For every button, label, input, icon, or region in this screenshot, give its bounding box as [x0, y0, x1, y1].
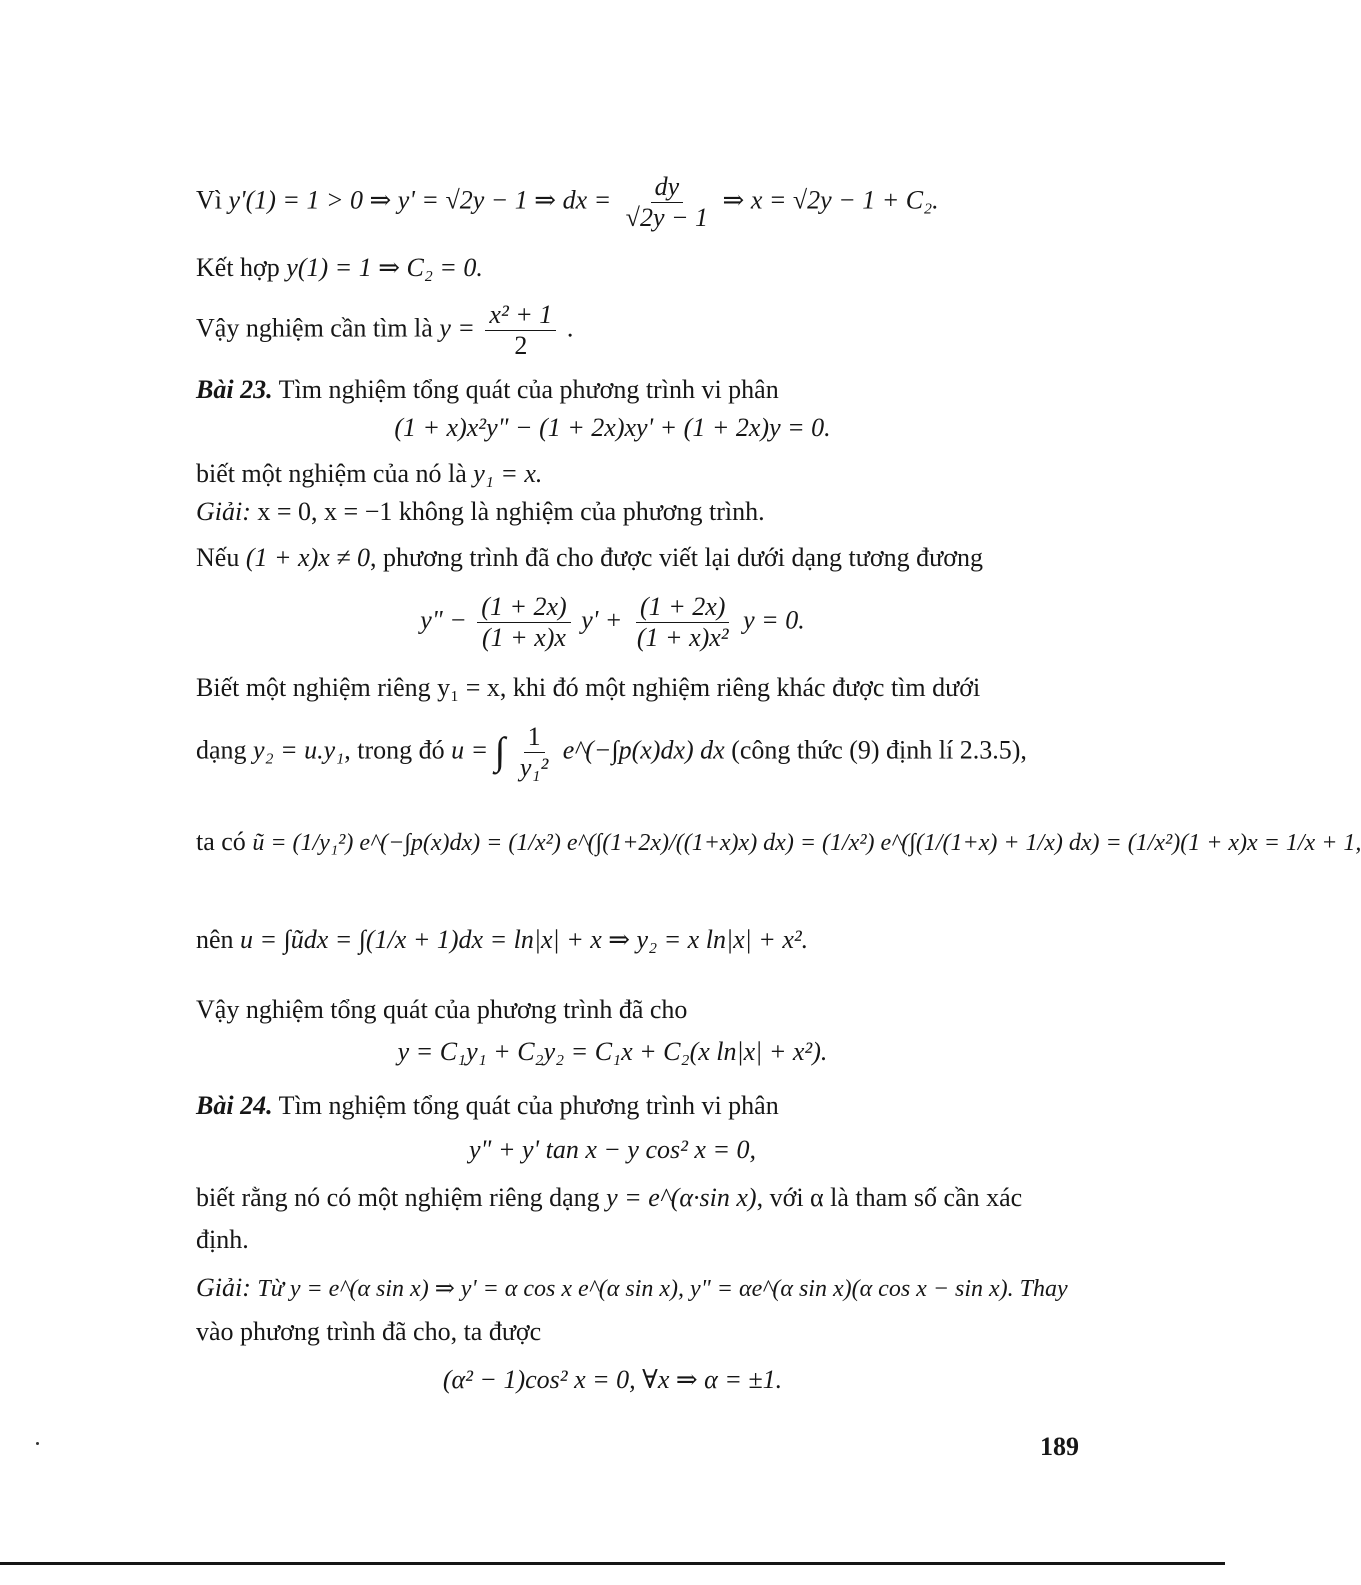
- equation-bai24: y" + y' tan x − y cos² x = 0,: [469, 1135, 756, 1164]
- equation-bai23: (1 + x)x²y" − (1 + 2x)xy' + (1 + 2x)y = 0.: [394, 413, 831, 442]
- equation-standard-form: y" − $\frac{(1 + 2x)}{(1 + x)x}$ y' + $\frac{(1 + 2x)}{\text{(1 + x)x²}}$ y = 0.: [420, 592, 805, 652]
- line-giai2: Giải: Từ y = e^(α sin x) ⇒ y' = α cos x e^(α sin x), y" = αe^(α sin x)(α cos x − sin x). Thay: [196, 1273, 1068, 1302]
- line-dinh: định.: [196, 1225, 249, 1254]
- line-bai24: Bài 24. Tìm nghiệm tổng quát của phương trình vi phân: [196, 1091, 779, 1120]
- scan-speck: [36, 1442, 39, 1445]
- equation-general-solution: y = C₁y₁ + C₂y₂ = C₁x + C₂(x ln|x| + x²).: [397, 1037, 828, 1066]
- math-derivative-chain: y'(1) = 1 > 0 ⇒ y' = √2y − 1 ⇒ dx =: [228, 185, 612, 215]
- exercise-label: Bài 23.: [196, 375, 273, 404]
- exercise-label: Bài 24.: [196, 1091, 273, 1120]
- line-nen: nên u = ∫ũdx = ∫(1/x + 1)dx = ln|x| + x ⇒ y₂ = x ln|x| + x².: [196, 925, 809, 954]
- line-ket-hop: Kết hợp y(1) = 1 ⇒ C₂ = 0.: [196, 253, 483, 282]
- equation-final: (α² − 1)cos² x = 0, ∀x ⇒ α = ±1.: [442, 1365, 783, 1394]
- line-giai: Giải: x = 0, x = −1 không là nghiệm của phương trình.: [196, 497, 765, 526]
- fraction-solution: $\frac{\text{x² + 1}}{2}$: [485, 300, 556, 361]
- bottom-edge-line: [0, 1562, 1225, 1565]
- line-ta-co: ta có ũ = (1/y₁²) e^(−∫p(x)dx) = (1/x²) e^(∫(1+2x)/((1+x)x) dx) = (1/x²) e^(∫(1/(1+x) + 1/x) dx) = (1/x²)(1 + x)x = 1/x + 1,: [196, 827, 1361, 856]
- solution-label: Giải:: [196, 1273, 251, 1302]
- line-known-solution: biết một nghiệm của nó là y₁ = x.: [196, 459, 543, 488]
- line-dang: dạng y₂ = u.y₁, trong đó u = ∫ $\frac{1}{\text{y₁²}}$ e^(−∫p(x)dx) dx (công thức (9) định lí 2.3.5),: [196, 722, 1027, 782]
- line-bai24-known: biết rằng nó có một nghiệm riêng dạng y = e^(α·sin x), với α là tham số cần xác: [196, 1183, 1023, 1212]
- line-neu: Nếu (1 + x)x ≠ 0, phương trình đã cho được viết lại dưới dạng tương đương: [196, 543, 983, 572]
- line-vay-nghiem: Vậy nghiệm cần tìm là y = $\frac{\text{x² + 1}}{2}$ .: [196, 300, 574, 360]
- line-biet: Biết một nghiệm riêng y₁ = x, khi đó một nghiệm riêng khác được tìm dưới: [196, 673, 981, 702]
- page-number: 189: [1040, 1432, 1079, 1461]
- line-bai23: Bài 23. Tìm nghiệm tổng quát của phương trình vi phân: [196, 375, 779, 404]
- line-vao-phuong-trinh: vào phương trình đã cho, ta được: [196, 1317, 542, 1346]
- solution-label: Giải:: [196, 497, 251, 526]
- line-vi: Vì y'(1) = 1 > 0 ⇒ y' = √2y − 1 ⇒ dx = $\frac{dy}{√2y - 1}$ ⇒ x = √2y − 1 + C₂.: [196, 172, 939, 232]
- line-vay-tong-quat: Vậy nghiệm tổng quát của phương trình đã cho: [196, 995, 688, 1024]
- fraction-dy: $\frac{dy}{√2y - 1}$: [625, 172, 709, 232]
